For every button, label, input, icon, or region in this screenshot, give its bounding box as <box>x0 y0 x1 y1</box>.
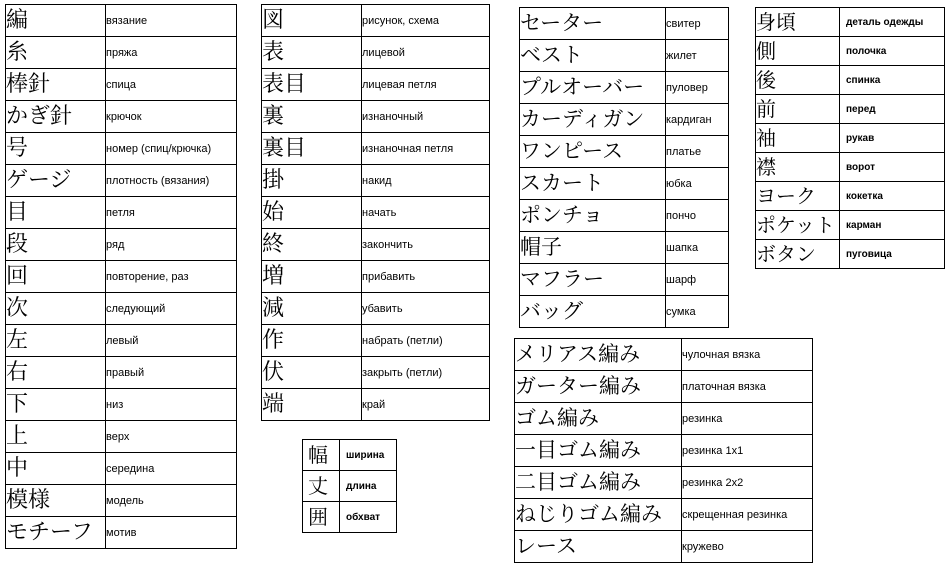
vocab-row <box>262 165 490 197</box>
vocab-row <box>303 471 397 502</box>
russian-translation: пончо <box>666 200 729 232</box>
vocab-row <box>303 440 397 471</box>
vocab-row <box>6 37 237 69</box>
russian-translation: пряжа <box>106 37 237 69</box>
vocab-row <box>520 104 729 136</box>
japanese-term: 回 <box>6 261 106 293</box>
russian-translation: резинка 1x1 <box>682 435 813 467</box>
japanese-term: バッグ <box>520 296 666 328</box>
russian-translation: верх <box>106 421 237 453</box>
vocab-row <box>520 136 729 168</box>
japanese-term: 幅 <box>303 440 340 471</box>
vocab-row <box>515 467 813 499</box>
vocab-row <box>515 403 813 435</box>
vocab-row <box>515 531 813 563</box>
russian-translation: кружево <box>682 531 813 563</box>
japanese-term: 丈 <box>303 471 340 502</box>
vocab-row <box>756 66 945 95</box>
japanese-term: 表 <box>262 37 362 69</box>
vocab-row <box>756 240 945 269</box>
vocab-row <box>520 168 729 200</box>
japanese-term: 側 <box>756 37 840 66</box>
russian-translation: резинка 2x2 <box>682 467 813 499</box>
japanese-term: 二目ゴム編み <box>515 467 682 499</box>
vocab-row <box>756 8 945 37</box>
vocab-row <box>262 293 490 325</box>
vocab-row <box>262 101 490 133</box>
russian-translation: повторение, раз <box>106 261 237 293</box>
japanese-term: 下 <box>6 389 106 421</box>
vocab-row <box>262 389 490 421</box>
russian-translation: резинка <box>682 403 813 435</box>
russian-translation: рукав <box>840 124 945 153</box>
vocab-row <box>262 261 490 293</box>
japanese-term: 右 <box>6 357 106 389</box>
japanese-term: ゴム編み <box>515 403 682 435</box>
vocab-row <box>6 5 237 37</box>
russian-translation: край <box>362 389 490 421</box>
vocab-row <box>262 325 490 357</box>
japanese-term: 号 <box>6 133 106 165</box>
russian-translation: прибавить <box>362 261 490 293</box>
russian-translation: кардиган <box>666 104 729 136</box>
japanese-term: 一目ゴム編み <box>515 435 682 467</box>
japanese-term: 始 <box>262 197 362 229</box>
russian-translation: платочная вязка <box>682 371 813 403</box>
japanese-term: 表目 <box>262 69 362 101</box>
vocab-row <box>303 502 397 533</box>
russian-translation: карман <box>840 211 945 240</box>
japanese-term: 袖 <box>756 124 840 153</box>
japanese-term: 帽子 <box>520 232 666 264</box>
japanese-term: スカート <box>520 168 666 200</box>
vocab-row <box>262 37 490 69</box>
russian-translation: низ <box>106 389 237 421</box>
russian-translation: накид <box>362 165 490 197</box>
japanese-term: モチーフ <box>6 517 106 549</box>
vocab-row <box>6 485 237 517</box>
vocab-row <box>756 95 945 124</box>
japanese-term: 模様 <box>6 485 106 517</box>
vocab-row <box>262 5 490 37</box>
japanese-term: 身頃 <box>756 8 840 37</box>
vocab-row <box>6 165 237 197</box>
japanese-term: 端 <box>262 389 362 421</box>
japanese-term: 裏 <box>262 101 362 133</box>
vocab-row <box>515 339 813 371</box>
japanese-term: メリアス編み <box>515 339 682 371</box>
japanese-term: セーター <box>520 8 666 40</box>
russian-translation: платье <box>666 136 729 168</box>
russian-translation: закрыть (петли) <box>362 357 490 389</box>
russian-translation: ворот <box>840 153 945 182</box>
russian-translation: правый <box>106 357 237 389</box>
russian-translation: жилет <box>666 40 729 72</box>
russian-translation: юбка <box>666 168 729 200</box>
japanese-term: 図 <box>262 5 362 37</box>
japanese-term: カーディガン <box>520 104 666 136</box>
russian-translation: левый <box>106 325 237 357</box>
vocab-row <box>6 293 237 325</box>
japanese-term: 次 <box>6 293 106 325</box>
russian-translation: мотив <box>106 517 237 549</box>
vocab-row <box>520 200 729 232</box>
japanese-term: ヨーク <box>756 182 840 211</box>
vocab-row <box>6 517 237 549</box>
russian-translation: пуговица <box>840 240 945 269</box>
russian-translation: номер (спиц/крючка) <box>106 133 237 165</box>
japanese-term: 段 <box>6 229 106 261</box>
japanese-term: ワンピース <box>520 136 666 168</box>
vocab-row <box>520 8 729 40</box>
japanese-term: 左 <box>6 325 106 357</box>
vocab-row <box>6 197 237 229</box>
japanese-term: 中 <box>6 453 106 485</box>
vocab-row <box>262 69 490 101</box>
vocab-row <box>520 72 729 104</box>
japanese-term: 前 <box>756 95 840 124</box>
russian-translation: изнаночный <box>362 101 490 133</box>
vocab-row <box>520 40 729 72</box>
vocab-row <box>6 69 237 101</box>
russian-translation: вязание <box>106 5 237 37</box>
vocab-row <box>262 197 490 229</box>
russian-translation: модель <box>106 485 237 517</box>
vocab-row <box>756 153 945 182</box>
japanese-term: 伏 <box>262 357 362 389</box>
vocab-row <box>262 133 490 165</box>
russian-translation: лицевой <box>362 37 490 69</box>
japanese-term: 襟 <box>756 153 840 182</box>
russian-translation: шапка <box>666 232 729 264</box>
vocab-table-basics <box>5 4 237 549</box>
japanese-term: ポケット <box>756 211 840 240</box>
japanese-term: ボタン <box>756 240 840 269</box>
russian-translation: чулочная вязка <box>682 339 813 371</box>
russian-translation: следующий <box>106 293 237 325</box>
japanese-term: 終 <box>262 229 362 261</box>
russian-translation: крючок <box>106 101 237 133</box>
russian-translation: перед <box>840 95 945 124</box>
russian-translation: начать <box>362 197 490 229</box>
japanese-term: 囲 <box>303 502 340 533</box>
vocab-row <box>6 101 237 133</box>
vocab-row <box>262 229 490 261</box>
japanese-term: 目 <box>6 197 106 229</box>
japanese-term: ポンチョ <box>520 200 666 232</box>
vocab-table-actions <box>261 4 490 421</box>
russian-translation: убавить <box>362 293 490 325</box>
vocab-row <box>520 264 729 296</box>
vocab-row <box>6 421 237 453</box>
vocab-table-garment-parts <box>755 7 945 269</box>
vocab-table-garments <box>519 7 729 328</box>
vocab-row <box>6 229 237 261</box>
vocab-table-measurements <box>302 439 397 533</box>
vocab-row <box>6 261 237 293</box>
vocab-row <box>515 499 813 531</box>
russian-translation: деталь одежды <box>840 8 945 37</box>
vocab-row <box>6 453 237 485</box>
japanese-term: 棒針 <box>6 69 106 101</box>
russian-translation: сумка <box>666 296 729 328</box>
vocab-row <box>6 389 237 421</box>
russian-translation: изнаночная петля <box>362 133 490 165</box>
vocab-row <box>515 435 813 467</box>
russian-translation: полочка <box>840 37 945 66</box>
russian-translation: свитер <box>666 8 729 40</box>
russian-translation: обхват <box>340 502 397 533</box>
russian-translation: набрать (петли) <box>362 325 490 357</box>
vocab-row <box>756 211 945 240</box>
russian-translation: рисунок, схема <box>362 5 490 37</box>
russian-translation: середина <box>106 453 237 485</box>
vocab-row <box>520 232 729 264</box>
vocab-row <box>756 37 945 66</box>
vocab-row <box>6 133 237 165</box>
russian-translation: петля <box>106 197 237 229</box>
japanese-term: 減 <box>262 293 362 325</box>
japanese-term: 増 <box>262 261 362 293</box>
japanese-term: 後 <box>756 66 840 95</box>
vocab-row <box>262 357 490 389</box>
russian-translation: скрещенная резинка <box>682 499 813 531</box>
japanese-term: 裏目 <box>262 133 362 165</box>
vocab-row <box>6 357 237 389</box>
vocab-row <box>520 296 729 328</box>
japanese-term: ガーター編み <box>515 371 682 403</box>
russian-translation: лицевая петля <box>362 69 490 101</box>
japanese-term: 糸 <box>6 37 106 69</box>
vocab-table-stitch-patterns <box>514 338 813 563</box>
japanese-term: レース <box>515 531 682 563</box>
russian-translation: спинка <box>840 66 945 95</box>
russian-translation: ширина <box>340 440 397 471</box>
japanese-term: プルオーバー <box>520 72 666 104</box>
japanese-term: かぎ針 <box>6 101 106 133</box>
japanese-term: 上 <box>6 421 106 453</box>
russian-translation: плотность (вязания) <box>106 165 237 197</box>
japanese-term: マフラー <box>520 264 666 296</box>
vocab-row <box>756 124 945 153</box>
russian-translation: длина <box>340 471 397 502</box>
japanese-term: ねじりゴム編み <box>515 499 682 531</box>
japanese-term: 編 <box>6 5 106 37</box>
russian-translation: ряд <box>106 229 237 261</box>
japanese-term: 作 <box>262 325 362 357</box>
russian-translation: спица <box>106 69 237 101</box>
russian-translation: закончить <box>362 229 490 261</box>
russian-translation: шарф <box>666 264 729 296</box>
japanese-term: ベスト <box>520 40 666 72</box>
japanese-term: 掛 <box>262 165 362 197</box>
vocab-row <box>756 182 945 211</box>
vocab-row <box>6 325 237 357</box>
russian-translation: пуловер <box>666 72 729 104</box>
russian-translation: кокетка <box>840 182 945 211</box>
japanese-term: ゲージ <box>6 165 106 197</box>
vocab-row <box>515 371 813 403</box>
